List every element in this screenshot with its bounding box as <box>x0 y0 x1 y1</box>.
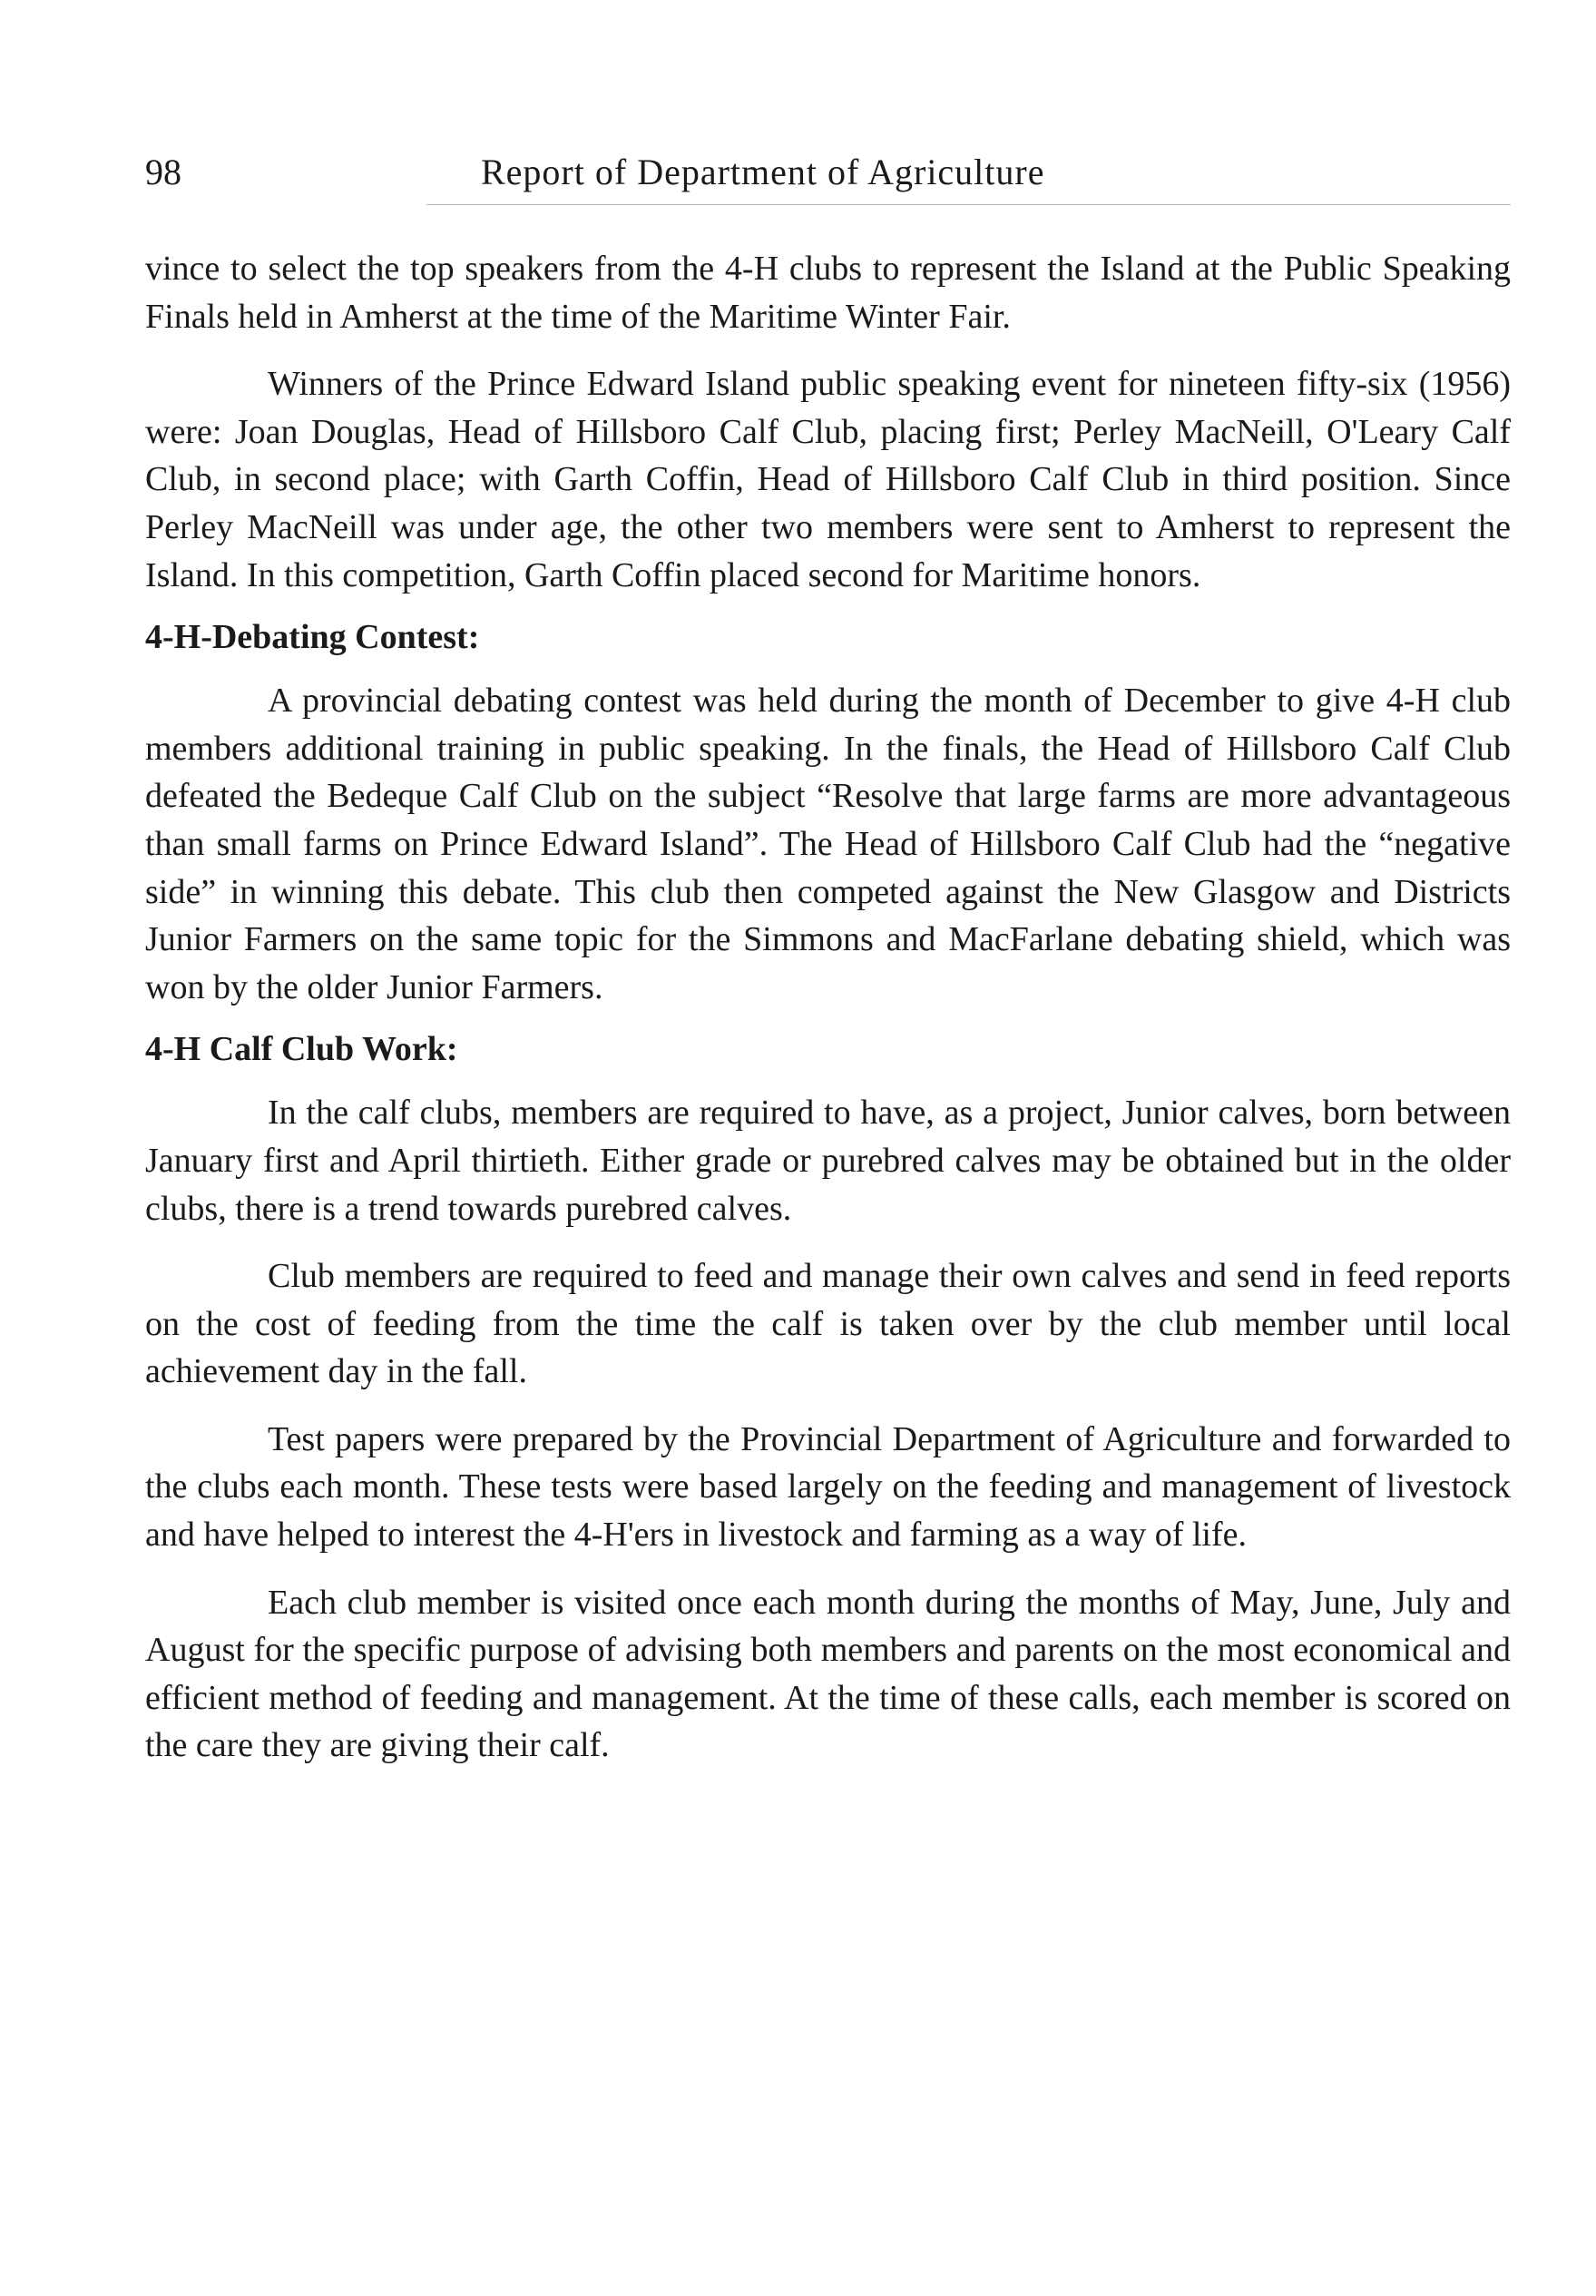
paragraph-test-papers: Test papers were prepared by the Provincial Department of Agriculture and forwarded to the clubs each month. These tests were based largely on the feeding and management of livestock and have helped to interest the 4-H'ers in livestock and farming as a way of life. <box>145 1419 1511 1555</box>
running-title: Report of Department of Agriculture <box>481 152 1045 192</box>
section-heading-debating: 4-H-Debating Contest: <box>145 618 480 657</box>
page-number: 98 <box>145 152 181 192</box>
header-rule <box>426 204 1511 205</box>
section-heading-calf-club: 4-H Calf Club Work: <box>145 1030 458 1069</box>
paragraph-debating-contest: A provincial debating contest was held during the month of December to give 4-H club members additional training in public speaking. In the finals, the Head of Hillsboro Calf Club defeated the Bedeque Calf Club on the subject “Resolve that large farms are more advantageous than small farms on Prince Edward Island”. The Head of Hillsboro Calf Club had the “negative side” in winning this debate. This club then competed against the New Glasgow and Districts Junior Farmers on the same topic for the Simmons and MacFarlane debating shield, which was won by the older Junior Farmers. <box>145 682 1511 1006</box>
running-header <box>145 145 1511 200</box>
body-text <box>145 245 1511 1770</box>
paragraph-calf-requirements: In the calf clubs, members are required to have, as a project, Junior calves, born between January first and April thirtieth. Either grade or purebred calves may be obtained but in the older clubs, there is a trend towards purebred calves. <box>145 1094 1511 1228</box>
paragraph-continued: vince to select the top speakers from the 4-H clubs to represent the Island at the Public Speaking Finals held in Amherst at the time of the Maritime Winter Fair. <box>145 250 1511 336</box>
paragraph-speaking-winners: Winners of the Prince Edward Island public speaking event for nineteen fifty-six (1956) were: Joan Douglas, Head of Hillsboro Calf Club, placing first; Perley MacNeill, O'Leary Calf Club, in second place; with Garth Coffin, Head of Hillsboro Calf Club in third position. Since Perley MacNeill was under age, the other two members were sent to Amherst to represent the Island. In this competition, Garth Coffin placed second for Maritime honors. <box>145 365 1511 594</box>
paragraph-feed-reports: Club members are required to feed and manage their own calves and send in feed reports on the cost of feeding from the time the calf is taken over by the club member until local achievement day in the fall. <box>145 1257 1511 1391</box>
paragraph-monthly-visits: Each club member is visited once each month during the months of May, June, July and August for the specific purpose of advising both members and parents on the most economical and efficient method of feeding and management. At the time of these calls, each member is scored on the care they are giving their calf. <box>145 1583 1511 1765</box>
